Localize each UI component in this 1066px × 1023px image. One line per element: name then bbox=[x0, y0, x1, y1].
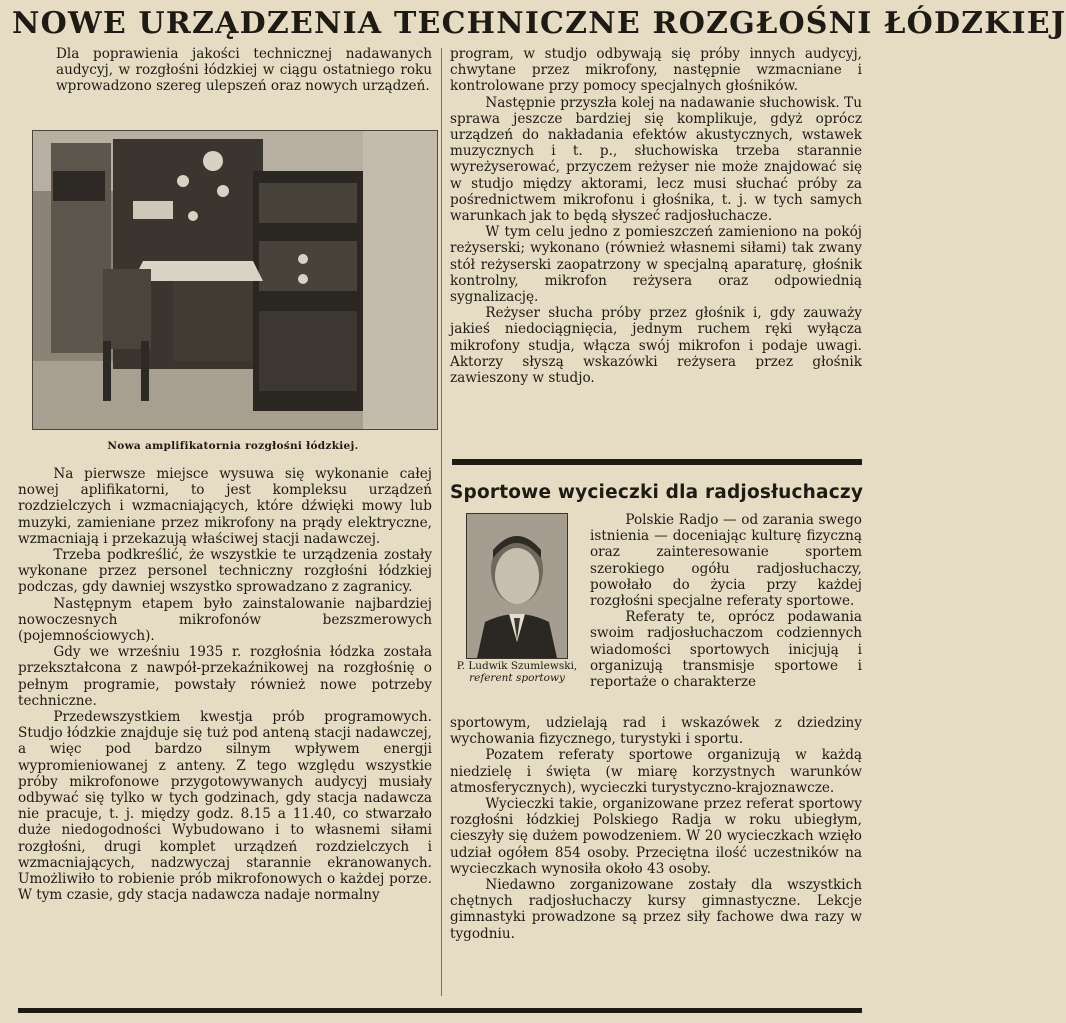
left-paragraph-3: Następnym etapem było zainstalowanie najbardziej nowoczesnych mikrofonów bezszmerowych (pojemnościowych). bbox=[18, 595, 432, 645]
section-divider bbox=[452, 459, 862, 465]
portrait-caption-role: referent sportowy bbox=[469, 672, 565, 684]
sport-section-heading: Sportowe wycieczki dla radjosłuchaczy bbox=[450, 482, 864, 503]
portrait-illustration bbox=[467, 514, 567, 658]
portrait-caption bbox=[448, 660, 586, 684]
sport-paragraph-2: Pozatem referaty sportowe organizują w każdą niedzielę i święta (w miarę korzystnych warunków atmosferycznych), wycieczki turystyczno-krajoznawcze. bbox=[450, 747, 862, 796]
right-paragraph-4: Reżyser słucha próby przez głośnik i, gdy zauważy jakieś niedociągnięcia, jednym ruchem ręki wyłącza mikrofony studja, włącza swój mikrofon i podaje uwagi. Aktorzy słyszą wskazówki reżysera przez głośnik zawieszony w studjo. bbox=[450, 305, 862, 387]
portrait-photo bbox=[466, 513, 568, 659]
left-paragraph-5: Przedewszystkiem kwestja prób programowych. Studjo łódzkie znajduje się tuż pod anteną stacji nadawczej, a więc pod bardzo silnym wpływem energji wypromieniowanej z anteny. Z tego względu wszystkie próby mikrofonowe przygotowywanych audycyj musiały odbywać się tylko w tych godzinach, gdy stacja nadawcza nie pracuje, t. j. między godz. 8.15 a 11.40, co stwarzało duże niedogodności Wybudowano i to własnemi siłami rozgłośni, drugi komplet urządzeń rozdzielczych i wzmacniających, nadzwyczaj starannie ekranowanych. Umożliwiło to robienie prób mikrofonowych o każdej porze. W tym czasie, gdy stacja nadawcza nadaje normalny bbox=[18, 709, 432, 904]
sport-wrap-text bbox=[590, 512, 862, 690]
sport-paragraph-3: Wycieczki takie, organizowane przez referat sportowy rozgłośni łódzkiej Polskiego Radja w roku ubiegłym, cieszyły się dużem powodzeniem. W 20 wycieczkach wzięło udział ogółem 854 osoby. Przeciętna ilość uczestników na wycieczkach wynosiła około 43 osoby. bbox=[450, 796, 862, 877]
left-paragraph-2: Trzeba podkreślić, że wszystkie te urządzenia zostały wykonane przez personel techniczny rozgłośni łódzkiej podczas, gdy dawniej wszystko sprowadzano z zagranicy. bbox=[18, 547, 432, 596]
right-paragraph-3: W tym celu jedno z pomieszczeń zamieniono na pokój reżyserski; wykonano (również własnemi siłami) tak zwany stół reżyserski zaopatrzony w specjalną aparaturę, głośnik kontrolny, mikrofon reżysera oraz odpowiednią sygnalizację. bbox=[450, 224, 862, 306]
amplifier-room-illustration bbox=[33, 131, 437, 429]
figure-caption: Nowa amplifikatornia rozgłośni łódzkiej. bbox=[107, 440, 359, 452]
right-paragraph-2: Następnie przyszła kolej na nadawanie słuchowisk. Tu sprawa jeszcze bardziej się komplikuje, gdyż oprócz urządzeń do nakładania efektów akustycznych, wstawek muzycznych i t. p., słuchowiska trzeba starannie wyreżyserować, przyczem reżyser nie może znajdować się w studjo między aktorami, lecz musi słuchać próby za pośrednictwem mikrofonu i głośnika, t. j. w tych samych warunkach jak to będą słyszeć radjosłuchacze. bbox=[450, 94, 862, 225]
sport-wrap-paragraph-2: Referaty te, oprócz podawania swoim radjosłuchaczom codziennych wiadomości sportowych inicjują i organizują transmisje sportowe i reportaże o charakterze bbox=[590, 609, 862, 691]
amplifier-room-photo bbox=[32, 130, 438, 430]
left-column-intro bbox=[18, 46, 432, 95]
right-column-continuation bbox=[450, 46, 862, 386]
sport-paragraph-1: sportowym, udzielają rad i wskazówek z dziedziny wychowania fizycznego, turystyki i sportu. bbox=[450, 715, 862, 748]
portrait-caption-name: P. Ludwik Szumlewski, bbox=[456, 660, 578, 672]
left-paragraph-4: Gdy we wrześniu 1935 r. rozgłośnia łódzka została przekształcona z nawpół-przekaźnikowej na rozgłośnię o pełnym programie, powstały również nowe potrzeby techniczne. bbox=[18, 644, 432, 709]
bottom-rule bbox=[18, 1008, 862, 1013]
right-paragraph-1: program, w studjo odbywają się próby innych audycyj, chwytane przez mikrofony, następnie wzmacniane i kontrolowane przy pomocy specjalnych głośników. bbox=[450, 46, 862, 95]
sport-paragraph-4: Niedawno zorganizowane zostały dla wszystkich chętnych radjosłuchaczy kursy gimnastyczne. Lekcje gimnastyki prowadzone są przez siły fachowe dwa razy w tygodniu. bbox=[450, 877, 862, 942]
page-title: NOWE URZĄDZENIA TECHNICZNE ROZGŁOŚNI ŁÓDZKIEJ bbox=[12, 6, 1066, 41]
left-column-body bbox=[18, 466, 432, 903]
sport-body bbox=[450, 715, 862, 942]
column-divider bbox=[441, 48, 442, 996]
sport-wrap-paragraph-1: Polskie Radjo — od zarania swego istnienia — doceniając kulturę fizyczną oraz zainteresowanie sportem szerokiego ogółu radjosłuchaczy, powołało do życia przy każdej rozgłośni specjalne referaty sportowe. bbox=[590, 512, 862, 610]
intro-paragraph: Dla poprawienia jakości technicznej nadawanych audycyj, w rozgłośni łódzkiej w ciągu ostatniego roku wprowadzono szereg ulepszeń oraz nowych urządzeń. bbox=[56, 46, 432, 95]
left-paragraph-1: Na pierwsze miejsce wysuwa się wykonanie całej nowej aplifikatorni, to jest kompleksu urządzeń rozdzielczych i wzmacniających, które dźwięki mowy lub muzyki, zamieniane przez mikrofony na prądy elektryczne, wzmacniają i przekazują właściwej stacji nadawczej. bbox=[18, 466, 432, 547]
